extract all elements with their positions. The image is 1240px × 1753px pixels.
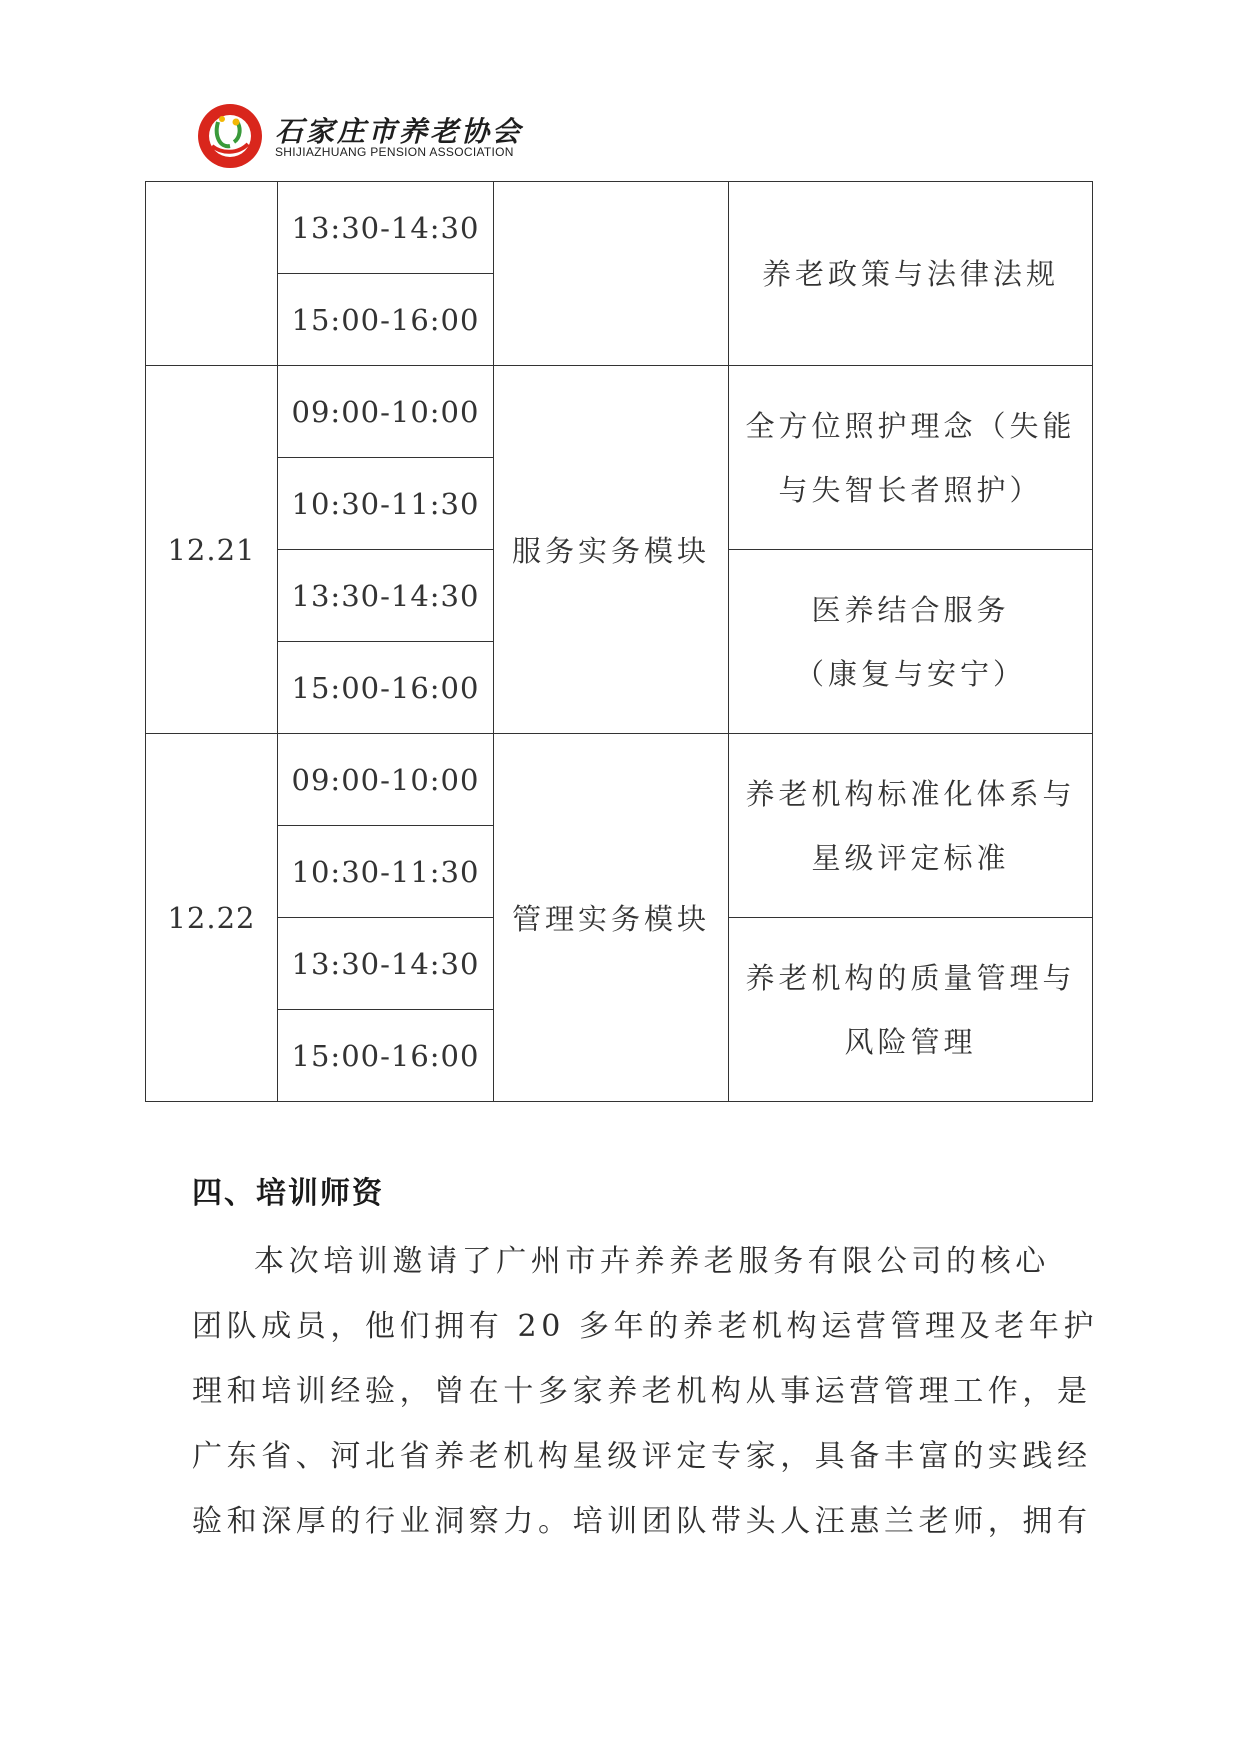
- section-heading: 四、培训师资: [192, 1176, 384, 1211]
- module-cell: [494, 182, 729, 366]
- topic-cell: [729, 918, 1093, 1102]
- topic-line: 星级评定标准: [811, 840, 1010, 875]
- table-row: [146, 366, 1093, 458]
- topic-line: 养老机构的质量管理与: [745, 960, 1076, 995]
- training-schedule-table: [145, 181, 1093, 1102]
- topic-line: 养老政策与法律法规: [761, 256, 1059, 291]
- time-cell: 15:00-16:00: [278, 642, 494, 734]
- paragraph-line: 团队成员，他们拥有 20 多年的养老机构运营管理及老年护: [192, 1309, 1099, 1344]
- org-name-en: SHIJIAZHUANG PENSION ASSOCIATION: [275, 145, 514, 159]
- module-cell: 服务实务模块: [494, 366, 729, 734]
- topic-line: 风险管理: [844, 1024, 977, 1059]
- time-cell: 15:00-16:00: [278, 274, 494, 366]
- table-row: [146, 734, 1093, 826]
- table-row: [146, 182, 1093, 274]
- topic-line: 全方位照护理念（失能: [745, 408, 1076, 443]
- date-cell: 12.22: [146, 734, 278, 1102]
- topic-cell: [729, 182, 1093, 366]
- topic-line: 医养结合服务: [811, 592, 1010, 627]
- topic-cell: [729, 550, 1093, 734]
- time-cell: 09:00-10:00: [278, 734, 494, 826]
- topic-line: 养老机构标准化体系与: [745, 776, 1076, 811]
- topic-line: 与失智长者照护）: [778, 472, 1043, 507]
- org-name: 石家庄市养老协会: [275, 115, 524, 148]
- paragraph-line: 广东省、河北省养老机构星级评定专家，具备丰富的实践经: [192, 1439, 1092, 1474]
- time-cell: 13:30-14:30: [278, 918, 494, 1010]
- time-cell: 10:30-11:30: [278, 826, 494, 918]
- time-cell: 10:30-11:30: [278, 458, 494, 550]
- date-cell: 12.21: [146, 366, 278, 734]
- association-emblem-icon: [196, 102, 264, 170]
- module-cell: 管理实务模块: [494, 734, 729, 1102]
- time-cell: 15:00-16:00: [278, 1010, 494, 1102]
- date-cell: [146, 182, 278, 366]
- paragraph-line: 本次培训邀请了广州市卉养养老服务有限公司的核心: [254, 1244, 1050, 1279]
- time-cell: 13:30-14:30: [278, 550, 494, 642]
- section-paragraph: [192, 1229, 1099, 1554]
- topic-cell: [729, 366, 1093, 550]
- topic-line: （康复与安宁）: [794, 656, 1026, 691]
- time-cell: 13:30-14:30: [278, 182, 494, 274]
- paragraph-line: 理和培训经验，曾在十多家养老机构从事运营管理工作，是: [192, 1374, 1092, 1409]
- topic-cell: [729, 734, 1093, 918]
- paragraph-line: 验和深厚的行业洞察力。培训团队带头人汪惠兰老师，拥有: [192, 1504, 1092, 1539]
- time-cell: 09:00-10:00: [278, 366, 494, 458]
